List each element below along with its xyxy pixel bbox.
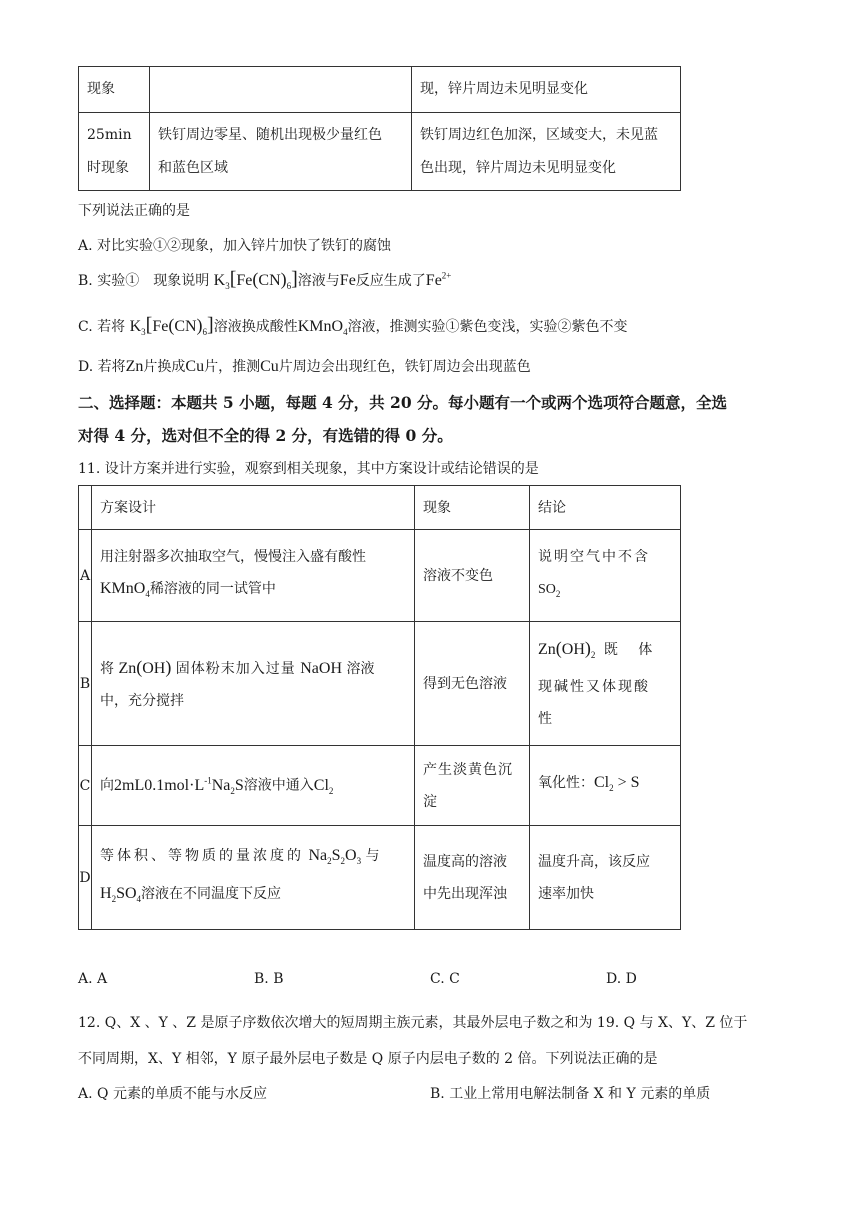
formula-h2so4: $H_2SO_4$ [100,884,142,904]
text: 氧化性： [538,774,594,791]
formula: KMnO [297,318,344,335]
formula: Fe [425,272,442,289]
text: 等体积、等物质的量浓度的 [100,848,304,865]
row-label [79,113,150,191]
formula: Zn [125,358,144,375]
q12-stem-line1: 12. Q、X 、Y 、Z 是原子序数依次增大的短周期主族元素，其最外层电子数之和为 19. Q 与 X、Y、Z 位于 [78,1015,748,1031]
q10-prompt: 下列说法正确的是 [78,203,190,219]
q10-option-a: A. 对比实验①②现象，加入锌片加快了铁钉的腐蚀 [78,238,392,254]
formula: NaOH [300,659,343,677]
cell-line: 速率加快 [538,885,594,902]
formula-concentration: $2mL0.1mol\cdot L^{-1}Na_2S$ [114,775,244,796]
text: 片，推测 [204,359,261,375]
text: 向 [100,777,114,794]
conclusion-cell [530,622,681,746]
plan-cell [92,530,415,622]
plan-cell [92,746,415,826]
cell-line: 铁钉周边零星、随机出现极少量红色 [158,126,382,143]
formula-k3fecn6: $K_3[Fe(CN)_6]$ [129,314,214,338]
formula: Cl [594,773,610,791]
formula: 2mL0.1mol·L [114,776,205,794]
formula: H [100,884,112,902]
formula-cl2-gt-s: $Cl_2 > S$ [594,773,640,794]
formula-znoh2: $Zn(OH)_2$ [538,637,596,661]
q10-option-b [78,268,451,291]
q11-option-b: B. B [254,971,284,987]
text: 稀溶液的同一试管中 [149,580,276,597]
formula-fe2plus: $Fe^{2+}$ [425,270,452,289]
cell-line: 色出现，锌片周边未见明显变化 [420,159,616,176]
section-heading-line2: 对得 4 分，选对但不全的得 2 分，有选错的得 0 分。 [78,426,453,445]
cell-line: 淀 [423,793,437,810]
table-header-row [79,486,681,530]
header-cell: 结论 [530,486,681,530]
formula: OH [142,659,166,677]
text: 既 体 [603,641,661,658]
q11-stem: 11. 设计方案并进行实验，观察到相关现象，其中方案设计或结论错误的是 [78,461,539,477]
header-cell: 方案设计 [92,486,415,530]
formula: Zn [538,640,556,658]
formula-na2s2o3: $Na_2S_2O_3$ [308,847,362,867]
observation-cell: 得到无色溶液 [415,622,530,746]
cell-line [100,878,406,915]
conclusion-cell [530,826,681,930]
experiment-table [78,66,681,191]
formula-so2: $SO_2$ [538,582,561,599]
formula-k3fecn6: $K_3[Fe(CN)_6]$ [213,268,298,292]
formula: S [234,776,244,794]
formula: Cu [185,358,205,375]
text: B. 实验① 现象说明 [78,273,210,289]
text: 片换成 [143,359,186,375]
text: 溶液在不同温度下反应 [141,885,282,902]
cell: 现，锌片周边未见明显变化 [412,67,681,113]
formula: Fe [339,272,356,289]
text: 将 [100,660,114,677]
cell [150,113,412,191]
cell-line [100,840,406,877]
section-heading-line1: 二、选择题：本题共 5 小题，每题 4 分，共 20 分。每小题有一个或两个选项符合题意，全选 [78,393,728,412]
formula-kmno4: KMnO$_4$ [100,579,150,600]
q11-table [78,485,681,930]
formula-cl2: $Cl_2$ [313,776,334,796]
q12-stem-line2: 不同周期，X、Y 相邻，Y 原子最外层电子数是 Q 原子内层电子数的 2 倍。下列说法正确的是 [78,1051,658,1067]
label-line: 时现象 [87,159,129,176]
formula: Cu [260,358,279,375]
cell-line: 中，充分搅拌 [100,692,184,709]
row-label: D [79,826,92,930]
formula: SO [116,884,137,902]
row-label: A [79,530,92,622]
cell [412,113,681,191]
text: 溶液，推测实验①紫色变浅，实验②紫色不变 [347,319,628,335]
q11-option-d: D. D [606,971,637,987]
table-row [79,530,681,622]
text: 溶液中通入 [243,777,314,794]
cell-line: 铁钉周边红色加深，区域变大，未见蓝 [420,126,658,143]
table-row [79,113,681,191]
observation-cell: 溶液不变色 [415,530,530,622]
cell-line [100,651,406,685]
text: 溶液换成酸性 [213,319,298,335]
cell-line: 中先出现浑浊 [423,885,507,902]
text: D. 若将 [78,359,126,375]
label-line: 25min [87,126,132,143]
cell-line: 温度高的溶液 [423,853,507,870]
formula: Na [211,776,231,794]
observation-cell [415,826,530,930]
text: C. 若将 [78,319,126,335]
table-row [79,67,681,113]
table-row [79,746,681,826]
header-cell-empty [79,486,92,530]
cell-line: 温度升高，该反应 [538,853,650,870]
formula: S [331,847,341,865]
plan-cell [92,826,415,930]
q11-option-a: A. A [78,971,108,987]
cell-line: 现碱性又体现酸 [538,679,650,696]
formula-kmno4: KMnO$_4$ [297,318,348,338]
conclusion-cell [530,746,681,826]
q12-option-b: B. 工业上常用电解法制备 X 和 Y 元素的单质 [430,1086,711,1102]
formula: O [345,847,357,865]
cell-line: 用注射器多次抽取空气，慢慢注入盛有酸性 [100,548,366,565]
cell-line: 产生淡黄色沉 [423,761,513,778]
text: 片周边会出现红色，铁钉周边会出现蓝色 [278,359,531,375]
q11-option-c: C. C [430,971,460,987]
q10-option-c [78,314,628,337]
text: 溶液与 [297,273,340,289]
q10-option-d [78,356,531,376]
observation-cell [415,746,530,826]
formula-znoh2: Zn(OH) [118,656,172,677]
formula: OH [561,640,585,658]
cell-line: 性 [538,711,552,728]
formula: Na [308,847,328,865]
row-label: C [79,746,92,826]
formula: Cl [313,776,329,794]
cell-line [100,573,406,610]
row-label: 现象 [79,67,150,113]
text: 反应生成了 [355,273,426,289]
text: 与 [365,848,380,865]
cell-line: 和蓝色区域 [158,159,228,176]
formula: KMnO [100,579,146,597]
header-cell: 现象 [415,486,530,530]
formula: > S [617,773,640,791]
cell-line: 说明空气中不含 [538,549,650,566]
text: 溶液 [346,660,375,677]
text: 固体粉末加入过量 [175,660,296,677]
conclusion-cell [530,530,681,622]
cell-line [538,632,672,671]
row-label: B [79,622,92,746]
q12-option-a: A. Q 元素的单质不能与水反应 [78,1086,267,1102]
table-row [79,826,681,930]
cell-line [538,573,672,610]
cell [150,67,412,113]
formula: SO [538,582,556,598]
formula: Zn [118,659,137,677]
plan-cell [92,622,415,746]
table-row [79,622,681,746]
